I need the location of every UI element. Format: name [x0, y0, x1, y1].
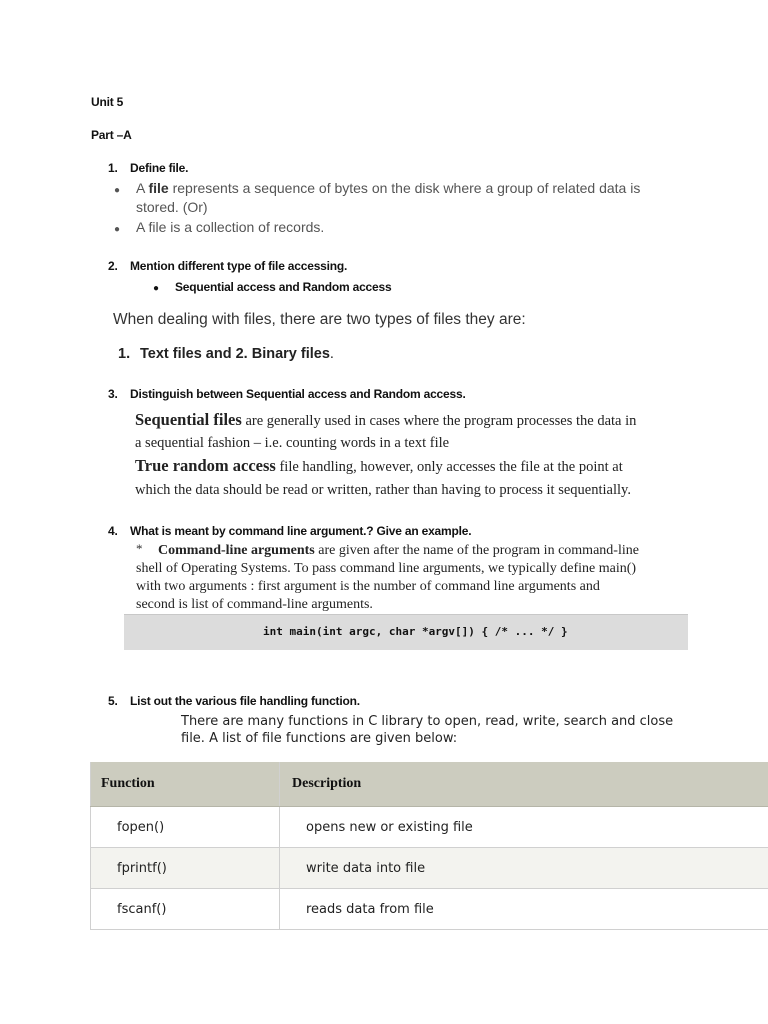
- question-title: Define file.: [130, 161, 189, 175]
- description-cell: reads data from file: [280, 889, 768, 930]
- bullet-icon: ●: [153, 283, 159, 294]
- bullet-icon: ●: [114, 185, 121, 196]
- list-number: 1.: [118, 346, 131, 362]
- sequential-desc-line-1: Sequential files are generally used in cases where the program processes the data in: [135, 410, 637, 429]
- functions-intro-line-1: There are many functions in C library to open, read, write, search and close: [181, 714, 674, 729]
- q1-bullet-1: ● A file represents a sequence of bytes on the disk where a group of related data is: [114, 180, 641, 196]
- question-number: 5.: [108, 694, 118, 708]
- code-line: int main(int argc, char *argv[]) { /* ... */ }: [263, 625, 568, 638]
- question-number: 1.: [108, 161, 118, 175]
- question-number: 3.: [108, 387, 118, 401]
- question-4: [108, 524, 471, 538]
- table-row: [91, 807, 768, 848]
- file-types-text: Text files and 2. Binary files: [140, 346, 330, 362]
- column-header-function: Function: [91, 762, 280, 807]
- sequential-desc-line-2: a sequential fashion – i.e. counting words in a text file: [135, 435, 450, 451]
- file-keyword: file: [148, 180, 169, 196]
- file-functions-table: [90, 762, 768, 930]
- question-title: Distinguish between Sequential access and Random access.: [130, 387, 466, 401]
- column-header-description: Description: [280, 762, 768, 807]
- cmdline-desc-line-1: Command-line arguments are given after the name of the program in command-line: [158, 543, 639, 558]
- file-types-intro: When dealing with files, there are two types of files they are:: [113, 311, 526, 328]
- question-title: What is meant by command line argument.? Give an example.: [130, 524, 472, 538]
- description-cell: opens new or existing file: [280, 807, 768, 848]
- question-2: [108, 259, 347, 273]
- question-5: [108, 694, 360, 708]
- function-cell: fopen(): [91, 807, 280, 848]
- question-number: 2.: [108, 259, 118, 273]
- unit-heading: Unit 5: [91, 95, 124, 109]
- asterisk-bullet-icon: *: [136, 541, 143, 556]
- q1-bullet-2: ● A file is a collection of records.: [114, 219, 325, 235]
- question-title: List out the various file handling function.: [130, 694, 360, 708]
- question-title: Mention different type of file accessing.: [130, 259, 348, 273]
- functions-intro-line-2: file. A list of file functions are given below:: [181, 731, 458, 746]
- function-cell: fprintf(): [91, 848, 280, 889]
- file-types-list: 1. Text files and 2. Binary files.: [118, 346, 334, 362]
- table-row: [91, 889, 768, 930]
- cmdline-term: Command-line arguments: [158, 543, 315, 558]
- code-block: [124, 614, 688, 650]
- description-cell: write data into file: [280, 848, 768, 889]
- cmdline-desc-line-2: shell of Operating Systems. To pass command line arguments, we typically define main(): [136, 561, 637, 576]
- question-3: [108, 387, 466, 401]
- sequential-files-term: Sequential files: [135, 410, 242, 429]
- question-1: [108, 161, 188, 175]
- question-number: 4.: [108, 524, 118, 538]
- table-row: [91, 848, 768, 889]
- bullet-icon: ●: [114, 224, 121, 235]
- function-cell: fscanf(): [91, 889, 280, 930]
- cmdline-desc-line-4: second is list of command-line arguments.: [136, 597, 373, 612]
- random-desc-line-2: which the data should be read or written, rather than having to process it sequentially.: [135, 482, 631, 498]
- random-desc-line-1: True random access file handling, however, only accesses the file at the point at: [135, 456, 623, 475]
- random-access-term: True random access: [135, 456, 276, 475]
- part-heading: Part –A: [91, 128, 132, 142]
- cmdline-desc-line-3: with two arguments : first argument is the number of command line arguments and: [136, 579, 600, 594]
- q1-bullet-1-continued: stored. (Or): [136, 199, 208, 215]
- table-header-row: [91, 762, 768, 807]
- q2-bullet: ● Sequential access and Random access: [153, 280, 392, 294]
